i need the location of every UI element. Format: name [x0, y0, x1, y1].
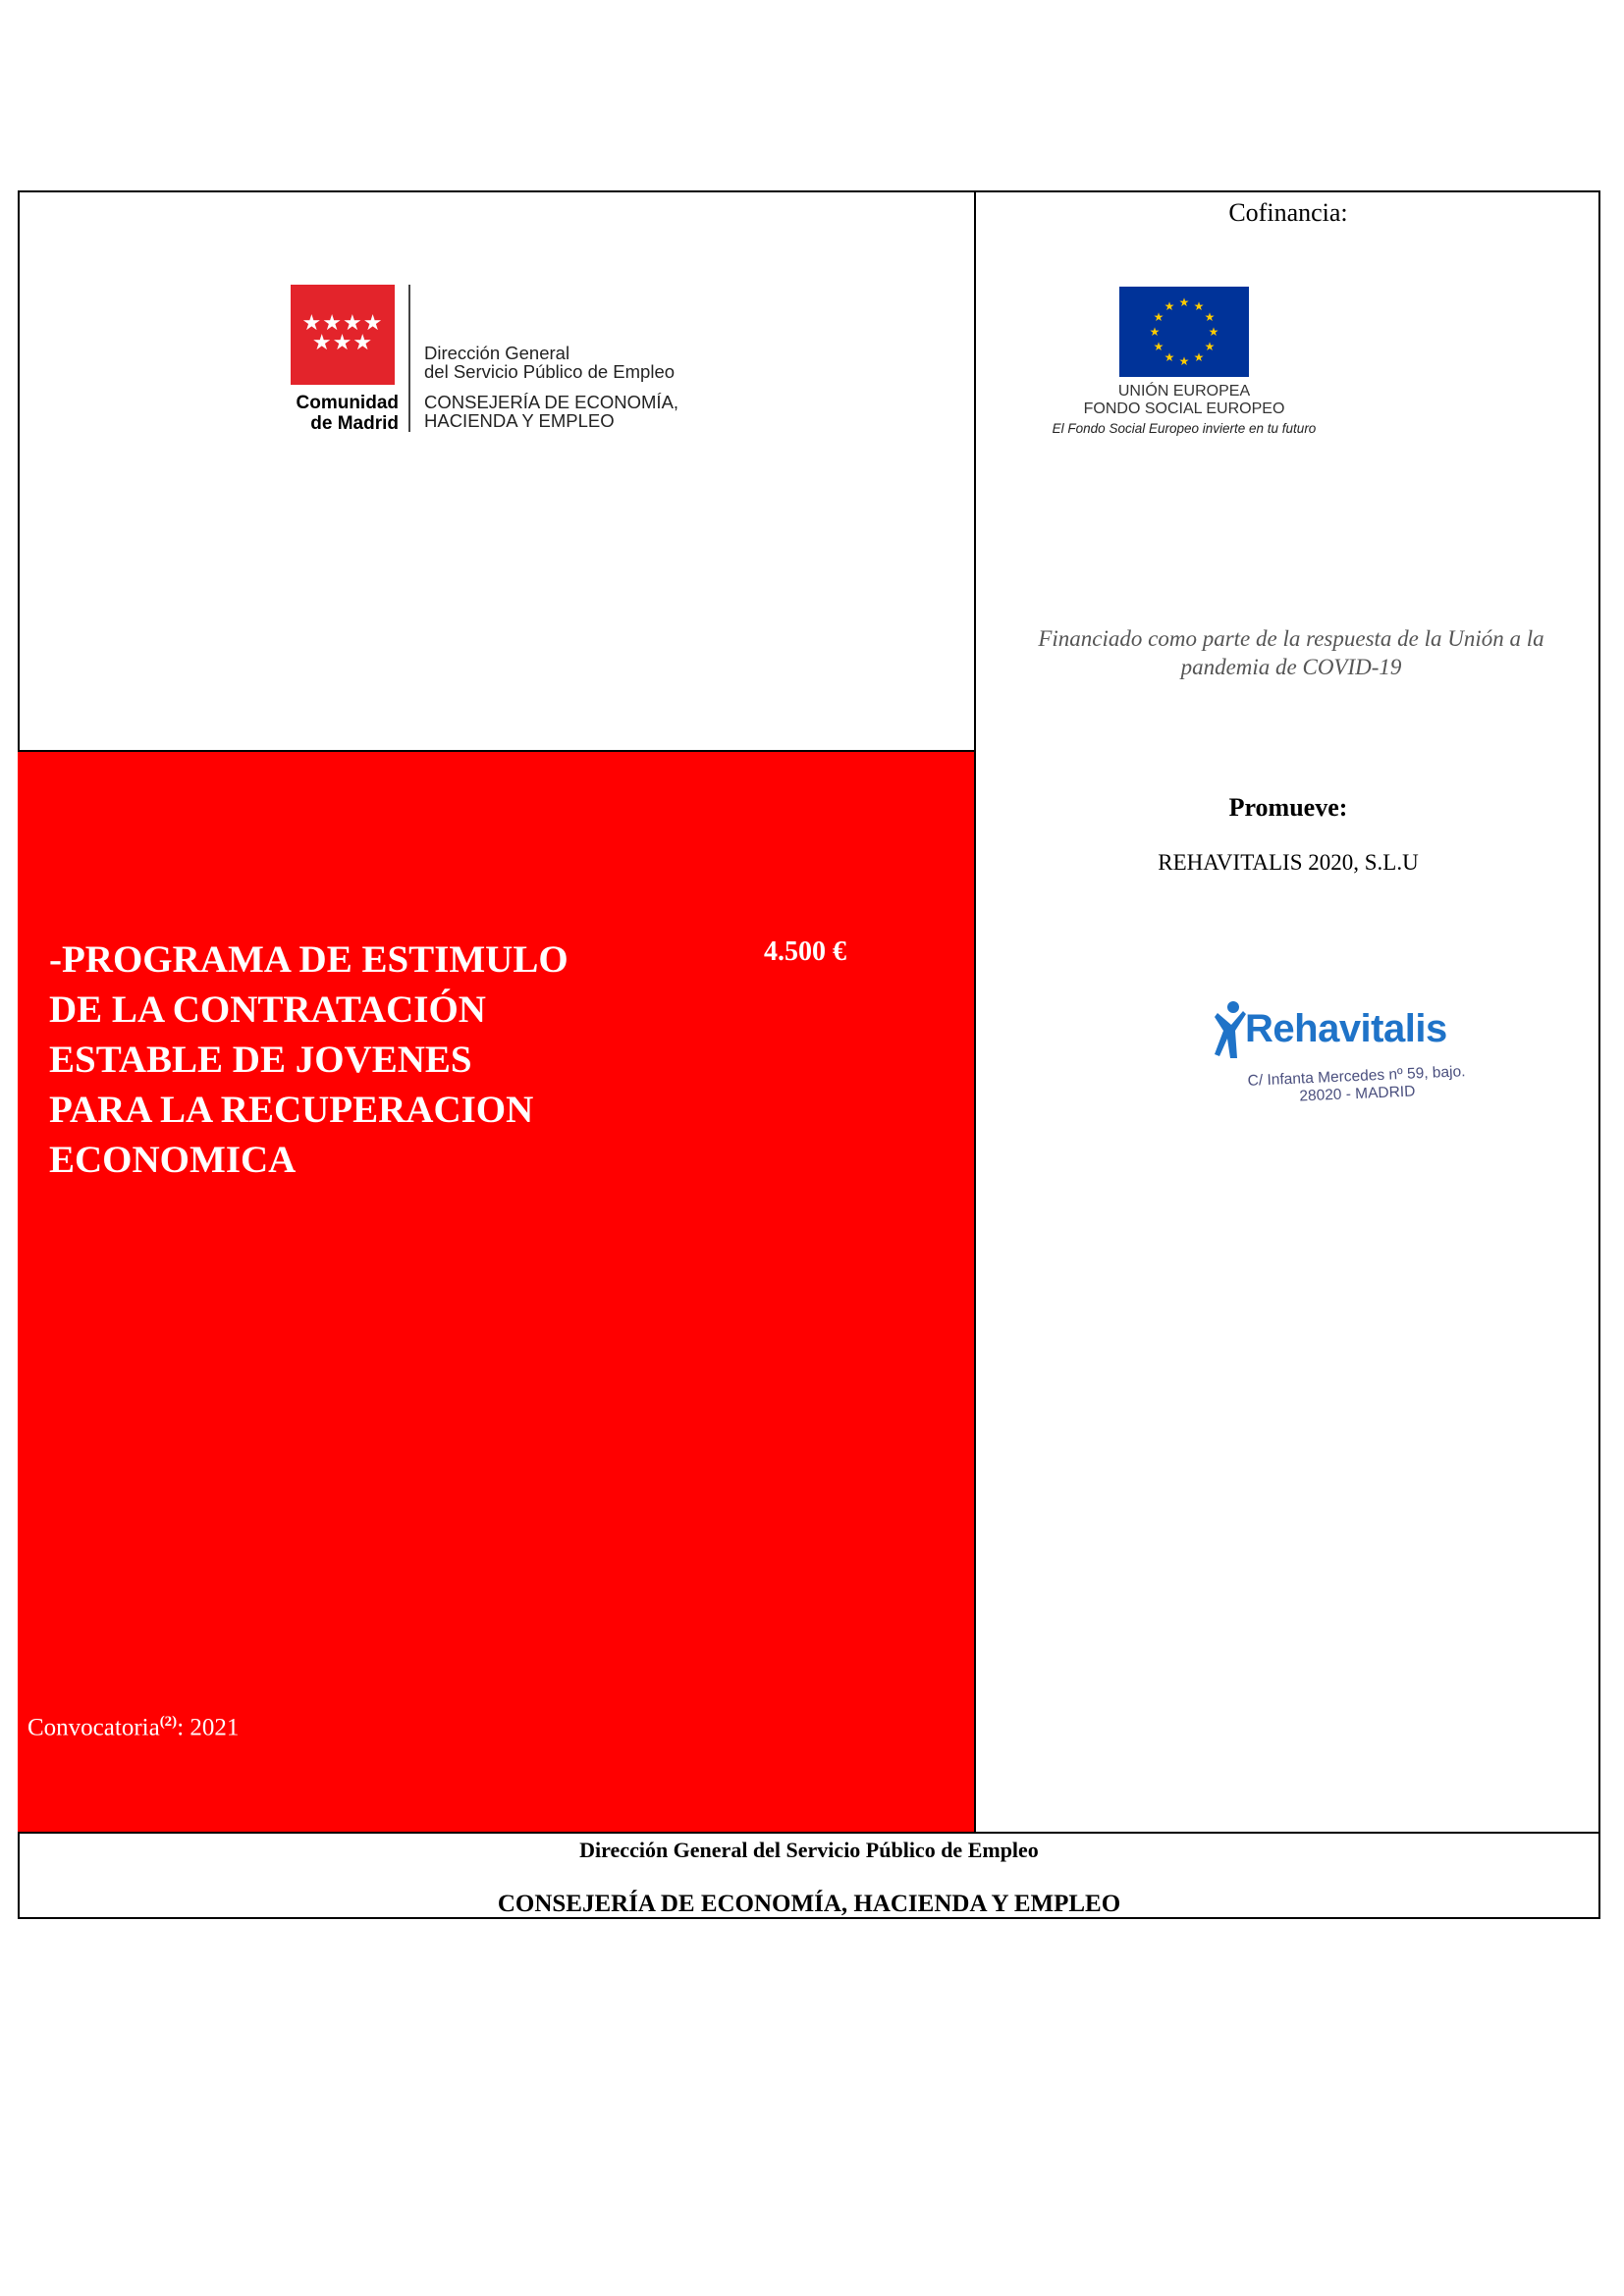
promueve-heading: Promueve:	[1228, 793, 1348, 822]
eu-star-icon: ★	[1204, 310, 1216, 324]
convocatoria-year: : 2021	[177, 1714, 240, 1741]
logo-text-line3: CONSEJERÍA DE ECONOMÍA,	[424, 392, 679, 412]
promoter-name: REHAVITALIS 2020, S.L.U	[1158, 850, 1419, 875]
address-line1: C/ Infanta Mercedes nº 59, bajo.	[1247, 1063, 1466, 1090]
convocatoria-footnote-ref: (2)	[159, 1714, 178, 1730]
logo-text-line1: Dirección General	[424, 343, 570, 363]
eu-fse-logo	[1037, 285, 1331, 452]
eu-star-icon: ★	[1164, 349, 1175, 364]
program-title-line3: ESTABLE DE JOVENES	[49, 1039, 472, 1081]
comunidad-name-line1: Comunidad	[296, 393, 399, 413]
covid-financing-note: Financiado como parte de la respuesta de la Unión a la pandemia de COVID-19	[1038, 626, 1544, 679]
eu-star-icon: ★	[1178, 354, 1190, 368]
program-title-line4: PARA LA RECUPERACION	[49, 1089, 534, 1131]
person-figure-icon	[1214, 999, 1249, 1060]
logo-text-line4: HACIENDA Y EMPLEO	[424, 410, 615, 431]
rehavitalis-logo	[1214, 999, 1508, 1107]
convocatoria-text	[27, 1714, 239, 1741]
eu-slogan: El Fondo Social Europeo invierte en tu futuro	[1052, 421, 1317, 436]
address-line2: 28020 - MADRID	[1299, 1083, 1416, 1105]
rehavitalis-address-stamp	[1238, 1063, 1475, 1108]
comunidad-name-line2: de Madrid	[310, 413, 399, 434]
convocatoria-label: Convocatoria	[27, 1714, 160, 1741]
eu-star-icon: ★	[1164, 299, 1175, 314]
footer-consejeria: CONSEJERÍA DE ECONOMÍA, HACIENDA Y EMPLEO	[497, 1891, 1121, 1917]
eu-star-icon: ★	[1153, 340, 1164, 353]
eu-star-icon: ★	[1204, 340, 1216, 353]
madrid-stars-icon: ★★★★ ★★★	[301, 311, 384, 355]
comunidad-madrid-logo	[291, 285, 732, 442]
grant-amount: 4.500 €	[764, 936, 846, 967]
program-title	[49, 934, 677, 1185]
madrid-flag-icon	[291, 285, 395, 385]
eu-star-icon: ★	[1149, 325, 1161, 339]
cofinancia-label: Cofinancia:	[1228, 198, 1348, 227]
logo-cell	[18, 190, 976, 752]
eu-star-icon: ★	[1178, 295, 1190, 309]
program-title-line1: -PROGRAMA DE ESTIMULO	[49, 938, 568, 981]
logo-text-line2: del Servicio Público de Empleo	[424, 361, 676, 382]
eu-star-icon: ★	[1193, 299, 1205, 314]
program-title-line2: DE LA CONTRATACIÓN	[49, 988, 486, 1031]
eu-star-icon: ★	[1193, 349, 1205, 364]
eu-flag-icon	[1119, 287, 1249, 377]
program-panel	[18, 752, 976, 1832]
program-title-line5: ECONOMICA	[49, 1139, 297, 1181]
footer-direction: Dirección General del Servicio Público de Empleo	[579, 1838, 1039, 1862]
comunidad-name	[291, 393, 399, 434]
logo-divider	[408, 285, 410, 432]
eu-fund-label: FONDO SOCIAL EUROPEO	[1083, 400, 1285, 417]
eu-star-icon: ★	[1153, 310, 1164, 324]
rehavitalis-brand: Rehavitalis	[1245, 1007, 1447, 1050]
eu-star-icon: ★	[1208, 325, 1219, 339]
comunidad-logo-text	[424, 344, 738, 430]
eu-union-label: UNIÓN EUROPEA	[1117, 383, 1251, 400]
